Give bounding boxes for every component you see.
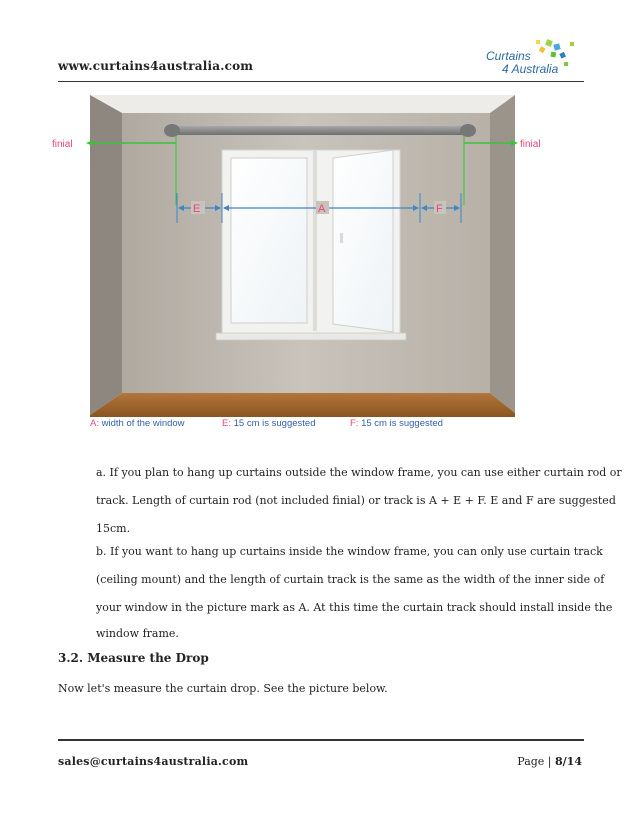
caption-e-key: E: — [222, 418, 231, 429]
para-a-line-1: a. If you plan to hang up curtains outside the window frame, you can use either curtain rod or — [96, 466, 622, 479]
curtain-rod — [170, 126, 468, 135]
page-number: 8/14 — [555, 755, 582, 768]
caption-a-key: A: — [90, 418, 99, 429]
para-b-line-1: b. If you want to hang up curtains inside the window frame, you can only use curtain track — [96, 545, 603, 558]
window-handle — [340, 233, 343, 243]
finial-right-knob — [460, 124, 476, 137]
footer-divider — [58, 739, 584, 741]
header-url: www.curtains4australia.com — [58, 59, 254, 73]
footer-email: sales@curtains4australia.com — [58, 755, 249, 768]
floor — [90, 393, 515, 417]
logo-text-top: Curtains — [486, 49, 531, 63]
caption-e — [222, 418, 315, 429]
window-measurement-diagram — [50, 95, 541, 440]
page-label: Page | — [517, 755, 556, 768]
caption-e-text: 15 cm is suggested — [230, 418, 316, 429]
caption-a-text: width of the window — [98, 418, 185, 429]
finial-left-arrowhead — [86, 140, 93, 146]
logo-text-bottom: 4 Australia — [502, 62, 559, 76]
company-logo — [478, 38, 582, 80]
caption-a — [90, 418, 185, 429]
para-b-line-4: window frame. — [96, 627, 179, 640]
header-divider — [58, 81, 584, 82]
caption-f — [350, 418, 443, 429]
window-pane-left — [231, 158, 307, 323]
dimension-e-label: E — [193, 203, 201, 215]
para-a-line-3: 15cm. — [96, 522, 131, 535]
ceiling — [90, 95, 515, 113]
para-b-line-2: (ceiling mount) and the length of curtain track is the same as the width of the inner side of — [96, 573, 605, 586]
para-a-line-2: track. Length of curtain rod (not included finial) or track is A + E + F. E and F are suggested — [96, 494, 616, 507]
finial-left-label: finial — [52, 139, 73, 150]
caption-f-text: 15 cm is suggested — [358, 418, 443, 429]
caption-f-key: F: — [350, 418, 359, 429]
section-heading: 3.2. Measure the Drop — [58, 651, 209, 665]
page-indicator — [517, 755, 582, 768]
dimension-f-label: F — [436, 203, 443, 215]
dimension-a-label: A — [318, 203, 326, 215]
intro-text: Now let's measure the curtain drop. See the picture below. — [58, 682, 388, 695]
window-sill — [216, 333, 406, 340]
finial-left-knob — [164, 124, 180, 137]
para-b-line-3: your window in the picture mark as A. At this time the curtain track should install inside the — [96, 601, 613, 614]
finial-right-label: finial — [520, 139, 541, 150]
